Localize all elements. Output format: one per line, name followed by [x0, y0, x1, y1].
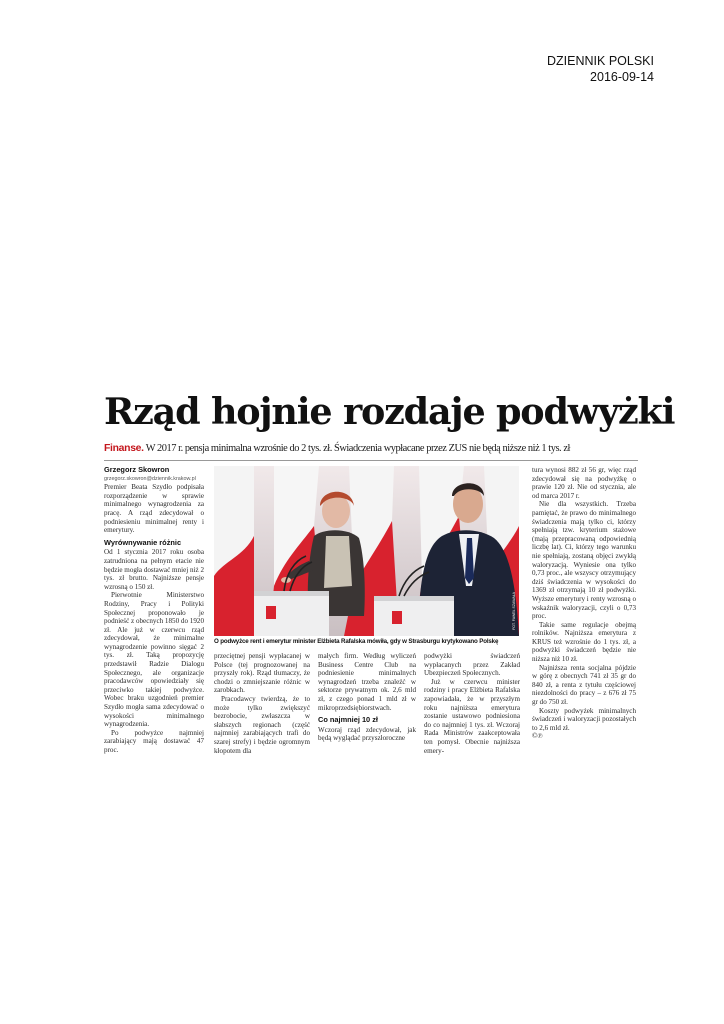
paragraph: podwyżki świadczeń wypłacanych przez Zakład Ubezpieczeń Społecznych. [424, 652, 520, 678]
paragraph: małych firm. Według wyliczeń Business Centre Club na podniesienie minimalnych wynagrodzeń trzeba znaleźć w sektorze prywatnym ok. 2,6 mld zł, z czego ponad 1 mld zł w mikroprzedsiębiorstwach. [318, 652, 416, 712]
photo-caption: O podwyżce rent i emerytur minister Elżbieta Rafalska mówiła, gdy w Strasburgu krytykowano Polskę [214, 638, 499, 645]
article-column-2 [214, 652, 310, 755]
article-lead: Premier Beata Szydło podpisała rozporządzenie w sprawie minimalnego wynagrodzenia za pracę. A rząd zdecydował o podniesieniu minimalnej renty i emerytury. [104, 483, 204, 535]
article-deck [104, 442, 638, 456]
article-photo [214, 466, 519, 636]
article-headline: Rząd hojnie rozdaje podwyżki [104, 390, 675, 433]
paragraph: tura wynosi 882 zł 56 gr, więc rząd zdecydował się na podwyżkę o prawie 120 zł. Nie od stycznia, ale od marca 2017 r. [532, 466, 636, 500]
paragraph: Takie same regulacje obejmą rolników. Najniższa emerytura z KRUS też wzrośnie do 1 tys. zł, a podwyżki świadczeń będzie nie niższa niż 10 zł. [532, 620, 636, 664]
paragraph: Koszty podwyżek minimalnych świadczeń i waloryzacji pozostałych to 2,6 mld zł. [532, 706, 636, 732]
clipping-source [547, 53, 654, 85]
paragraph: Od 1 stycznia 2017 roku osoba zatrudniona na pełnym etacie nie będzie mogła dostawać mniej niż 2 tys. zł brutto. Najniższe pensje wzrosną o 150 zł. [104, 548, 204, 591]
article-column-4 [424, 652, 520, 755]
paragraph: Pracodawcy twierdzą, że to może tylko zwiększyć bezrobocie, zwłaszcza w słabszych regionach (część najmniej zarabiających trafi do szarej strefy) i będzie ogromnym kłopotem dla [214, 694, 310, 755]
paragraph: Wczoraj rząd zdecydował, jak będą wyglądać przyszłoroczne [318, 725, 416, 743]
paragraph: Najniższa renta socjalna pójdzie w górę z obecnych 741 zł 35 gr do 840 zł, a renta z tytułu częściowej niezdolności do pracy – z 676 zł 75 gr do 750 zł. [532, 663, 636, 707]
author-email: grzegorz.skowron@dziennik.krakow.pl [104, 475, 196, 482]
paragraph: Już w czerwcu minister rodziny i pracy Elżbieta Rafalska zapowiadała, że w przyszłym roku najniższa emerytura zostanie ustawowo podniesiona do co najmniej 1 tys. zł. Wczoraj Rada Ministrów zaakceptowała ten pomysł. Obecnie najniższa emery- [424, 677, 520, 755]
copyright-mark: ©℗ [532, 732, 543, 741]
deck-kicker: Finanse. [104, 443, 144, 454]
author-name: Grzegorz Skowron [104, 465, 170, 474]
publication-date: 2016-09-14 [590, 70, 654, 84]
headline-divider [104, 460, 638, 461]
paragraph: Po podwyżce najmniej zarabiający mają dostawać 47 proc. [104, 728, 204, 754]
subheading-1: Wyrównywanie różnic [104, 537, 182, 547]
article-column-3 [318, 652, 416, 743]
newspaper-clipping [104, 388, 675, 755]
deck-text: W 2017 r. pensja minimalna wzrośnie do 2 tys. zł. Świadczenia wypłacane przez ZUS nie będą niższe niż 1 tys. zł [143, 443, 570, 454]
press-conference-photo [214, 466, 519, 636]
article-column-5 [532, 466, 636, 741]
article-column-1 [104, 466, 204, 755]
paragraph: przeciętnej pensji wypłacanej w Polsce (tej prognozowanej na przyszły rok). Rząd tłumaczy, że chodzi o zmniejszanie różnic w zarobkach. [214, 652, 310, 695]
publication-name: DZIENNIK POLSKI [547, 54, 654, 68]
paragraph: Pierwotnie Ministerstwo Rodziny, Pracy i Polityki Społecznej proponowało je podnieść z obecnych 1850 do 1920 zł. Ale już w czerwcu rząd zdecydował, że minimalne wynagrodzenie powinno sięgać 2 tys. zł. Taką propozycję przedstawił Radzie Dialogu Społecznego, ale organizacje pracodawców opowiedziały się przeciwko takiej podwyżce. Wobec braku uzgodnień premier Szydło mogła sama zdecydować o wysokości minimalnego wynagrodzenia. [104, 591, 204, 729]
paragraph: Nie dla wszystkich. Trzeba pamiętać, że prawo do minimalnego świadczenia mają tylko ci, którzy spełniają tzw. kryterium stażowe (mają przepracowaną odpowiednią liczbę lat). Ci, którzy tego warunku nie spełniają, zostaną objęci zwykłą waloryzacją. Wyniesie ona tylko 0,73 proc., ale wszyscy otrzymujący dziś świadczenia w wysokości do 1369 zł otrzymają 10 zł podwyżki. Wyższe emerytury i renty wzrosną o wskaźnik waloryzacji, czyli o 0,73 proc. [532, 500, 636, 621]
photo-credit: FOT. PAWEŁ SZAWAŁA [512, 592, 516, 630]
subheading-2: Co najmniej 10 zł [318, 715, 378, 725]
